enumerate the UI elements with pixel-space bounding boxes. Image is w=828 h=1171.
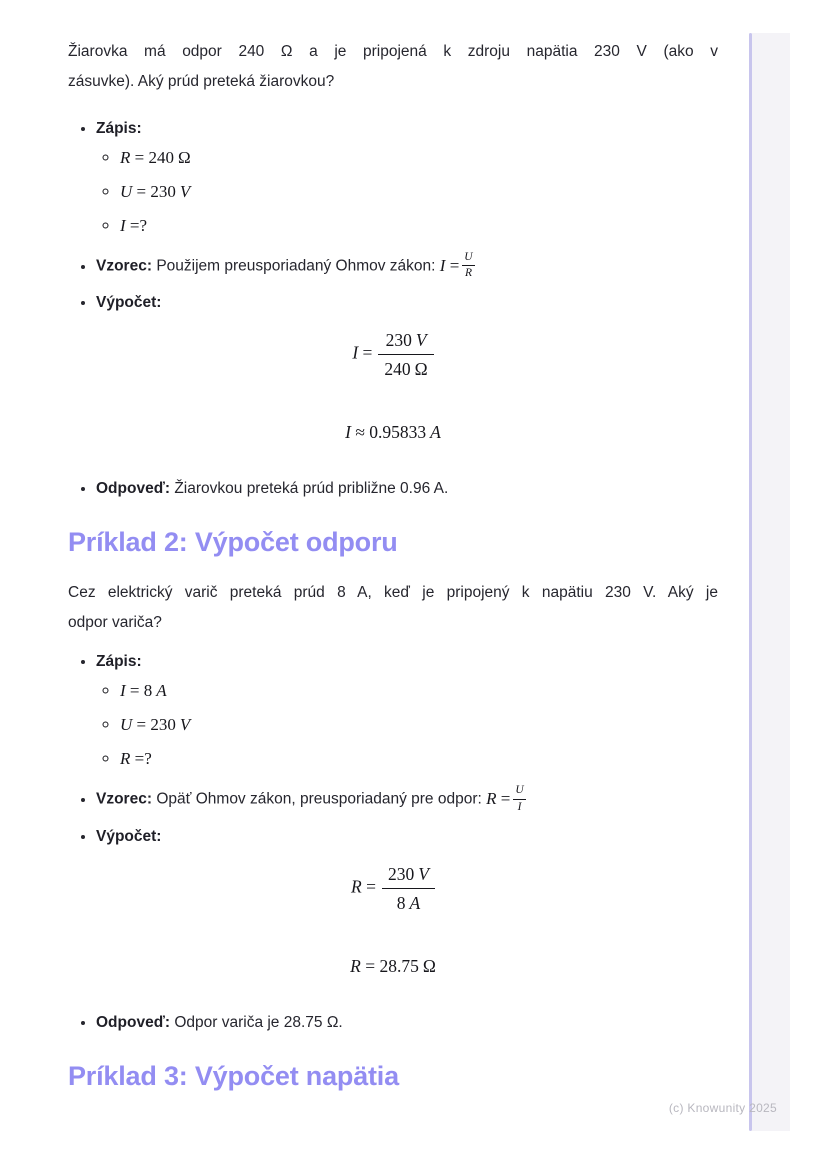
vzorec-label: Vzorec: (96, 791, 152, 809)
inline-fraction (462, 251, 474, 280)
math-variable: R (120, 749, 131, 769)
vzorec-text: Použijem preusporiadaný Ohmov zákon: (156, 257, 436, 275)
math-unit: A (430, 422, 441, 443)
inline-formula (439, 251, 475, 280)
math-variable: R (120, 148, 131, 167)
equals-sign: = (366, 876, 376, 897)
math-value: =? (129, 216, 148, 235)
page-edge-strip (752, 33, 790, 1131)
example1-intro (68, 37, 718, 97)
math-variable: R (350, 955, 361, 976)
math-value: 240 (384, 359, 411, 380)
section-heading-priklad-2: Príklad 2: Výpočet odporu (68, 527, 398, 558)
intro-line: odpor variča? (68, 614, 162, 632)
math-variable: U (120, 182, 133, 201)
math-unit: V (415, 330, 427, 351)
zapis-item (96, 652, 718, 769)
math-unit: Ω (414, 359, 428, 380)
given-list (96, 680, 718, 769)
math-variable: I (120, 681, 126, 701)
math-value: 230 (385, 330, 412, 351)
fraction-denominator: R (464, 267, 472, 280)
math-unit: A (156, 681, 167, 701)
math-variable: R (351, 876, 362, 897)
given-item (120, 147, 718, 168)
math-value: 8 (396, 892, 406, 913)
math-variable: R (486, 789, 497, 809)
zapis-item (96, 119, 718, 236)
math-unit: V (179, 715, 191, 735)
fraction-numerator (382, 863, 435, 889)
odpoved-item (96, 1013, 718, 1033)
intro-line: Cez elektrický varič preteká prúd 8 A, keď je pripojený k napätiu 230 V. Aký je (68, 584, 718, 602)
page-edge-line (749, 33, 752, 1131)
given-item (120, 215, 718, 236)
relation-sign: = (365, 955, 376, 976)
vzorec-text: Opäť Ohmov zákon, preusporiadaný pre odpor: (156, 791, 482, 809)
given-item (120, 748, 718, 769)
math-variable: I (439, 255, 446, 275)
given-item (120, 680, 718, 701)
odpoved-label: Odpoveď: (96, 480, 171, 498)
math-value: = 8 (129, 681, 153, 701)
footer-credit: (c) Knowunity 2025 (668, 1101, 777, 1115)
equals-sign: = (500, 789, 511, 809)
given-item (120, 181, 718, 202)
vypocet-label: Výpočet: (96, 294, 162, 312)
vzorec-item (96, 785, 718, 814)
math-value: 230 (388, 863, 415, 884)
display-fraction (378, 329, 433, 380)
example1-list (68, 119, 718, 313)
math-value: = 230 (136, 715, 176, 735)
result-equation (68, 956, 718, 977)
math-unit: Ω (422, 955, 436, 976)
odpoved-text: Žiarovkou preteká prúd približne 0.96 A. (174, 480, 449, 498)
odpoved-item (96, 479, 718, 499)
math-unit: Ω (177, 148, 191, 167)
vypocet-item (96, 827, 718, 847)
given-item (120, 714, 718, 735)
equals-sign: = (449, 255, 460, 275)
inline-formula (486, 784, 526, 813)
given-list (96, 147, 718, 236)
document-content (68, 0, 718, 1093)
display-equation (68, 863, 718, 914)
math-value: = 240 (134, 148, 174, 167)
math-unit: V (179, 182, 191, 201)
section-heading-priklad-3: Príklad 3: Výpočet napätia (68, 1060, 399, 1091)
math-value: 28.75 (379, 955, 419, 976)
intro-line: zásuvke). Aký prúd preteká žiarovkou? (68, 73, 335, 90)
math-variable: U (120, 715, 133, 735)
fraction-denominator (378, 355, 433, 380)
display-equation (68, 329, 718, 380)
fraction-denominator: I (517, 800, 522, 813)
math-variable: I (120, 216, 126, 235)
math-value: = 230 (136, 182, 176, 201)
display-fraction (382, 863, 435, 914)
answer-list (68, 1013, 718, 1033)
math-value: =? (134, 749, 152, 769)
answer-list (68, 479, 718, 499)
vzorec-item (96, 252, 718, 281)
odpoved-text: Odpor variča je 28.75 Ω. (174, 1013, 343, 1031)
result-equation (68, 422, 718, 443)
vzorec-label: Vzorec: (96, 257, 152, 275)
inline-fraction (513, 784, 525, 813)
math-unit: V (418, 863, 429, 884)
intro-line: Žiarovka má odpor 240 Ω a je pripojená k zdroju napätia 230 V (ako v (68, 43, 718, 60)
zapis-label: Zápis: (96, 653, 142, 671)
math-variable: I (345, 422, 351, 443)
relation-sign: ≈ (355, 422, 365, 443)
vypocet-item (96, 293, 718, 313)
vypocet-label: Výpočet: (96, 827, 162, 845)
math-value: 0.95833 (369, 422, 427, 443)
equals-sign: = (362, 342, 373, 363)
fraction-numerator: U (513, 784, 525, 799)
fraction-numerator (378, 329, 433, 355)
example2-intro (68, 578, 718, 638)
math-unit: A (409, 892, 421, 913)
odpoved-label: Odpoveď: (96, 1013, 171, 1031)
math-variable: I (352, 342, 359, 363)
zapis-label: Zápis: (96, 120, 142, 137)
example2-list (68, 652, 718, 846)
fraction-numerator: U (462, 251, 474, 266)
fraction-denominator (382, 889, 435, 914)
